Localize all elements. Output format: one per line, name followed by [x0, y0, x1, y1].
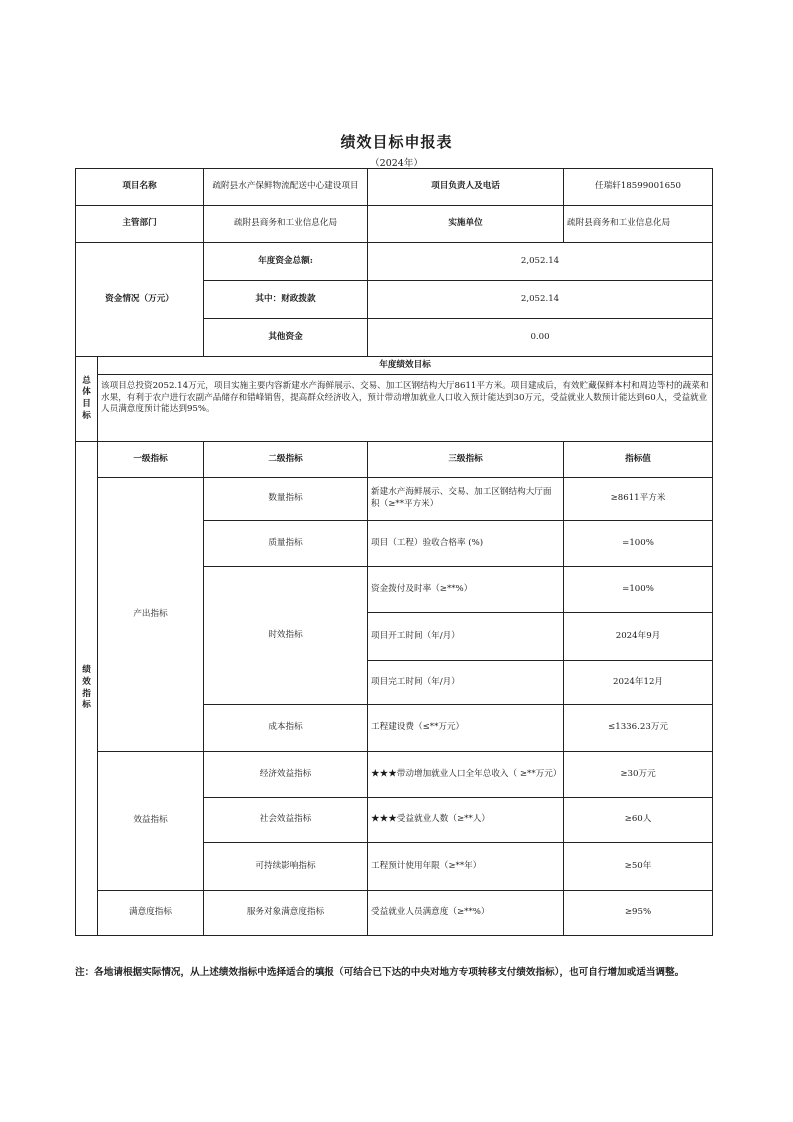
funds-other-value: 0.00 [368, 319, 713, 357]
form-year: （2024年） [370, 158, 423, 169]
satisfaction-indicator: 满意度指标 [98, 891, 204, 936]
level3-cell: 项目完工时间（年/月） [368, 661, 564, 705]
value-cell: ≥60人 [564, 798, 713, 843]
level3-cell: 工程预计使用年限（≥**年） [368, 843, 564, 891]
indicator-row [76, 478, 713, 521]
value-cell: ≥8611平方米 [564, 478, 713, 521]
project-name-row [76, 169, 713, 206]
funds-total-row [76, 243, 713, 281]
output-indicator: 产出指标 [98, 478, 204, 752]
level2-cell: 社会效益指标 [204, 798, 368, 843]
level3-cell: 受益就业人员满意度（≥**%） [368, 891, 564, 936]
level3-cell: 工程建设费（≤**万元） [368, 705, 564, 752]
funds-total-value: 2,052.14 [368, 243, 713, 281]
level2-cell: 服务对象满意度指标 [204, 891, 368, 936]
funds-finance-value: 2,052.14 [368, 281, 713, 319]
col-level1: 一级指标 [98, 442, 204, 478]
level3-cell: 项目开工时间（年/月） [368, 613, 564, 661]
goal-header: 年度绩效目标 [98, 357, 713, 375]
benefit-indicator: 效益指标 [98, 752, 204, 891]
col-level3: 三级指标 [368, 442, 564, 478]
dept-label: 主管部门 [76, 206, 204, 243]
indicator-row [76, 891, 713, 936]
footnote: 注：各地请根据实际情况，从上述绩效指标中选择适合的填报（可结合已下达的中央对地方专项转移支付绩效指标），也可自行增加或适当调整。 [75, 967, 685, 978]
indicator-row [76, 752, 713, 798]
level2-cell: 可持续影响指标 [204, 843, 368, 891]
level3-cell: ★★★带动增加就业人口全年总收入（ ≥**万元） [368, 752, 564, 798]
value-cell: =100% [564, 567, 713, 613]
performance-table [75, 168, 713, 936]
goal-text-row [76, 375, 713, 442]
level2-cell: 质量指标 [204, 521, 368, 567]
level3-cell: 项目（工程）验收合格率 (%) [368, 521, 564, 567]
goal-text: 该项目总投资2052.14万元，项目实施主要内容新建水产海鲜展示、交易、加工区钢结构大厅8611平方米。项目建成后，有效贮藏保鲜本村和周边等村的蔬菜和水果，有利于农户进行农副产品储存和错峰销售，提高群众经济收入，预计带动增加就业人口收入预计能达到30万元，受益就业人数预计能达到60人，受益就业人员满意度预计能达到95%。 [98, 375, 713, 442]
value-cell: ≥50年 [564, 843, 713, 891]
owner-value: 任瑞轩18599001650 [564, 169, 713, 206]
value-cell: =100% [564, 521, 713, 567]
level2-cell: 数量指标 [204, 478, 368, 521]
project-name-label: 项目名称 [76, 169, 204, 206]
level2-cell: 时效指标 [204, 567, 368, 705]
value-cell: 2024年12月 [564, 661, 713, 705]
funds-total-label: 年度资金总额: [204, 243, 368, 281]
dept-row [76, 206, 713, 243]
dept-value: 疏附县商务和工业信息化局 [204, 206, 368, 243]
col-level2: 二级指标 [204, 442, 368, 478]
goal-side-label: 总体目标 [76, 357, 98, 442]
level2-cell: 成本指标 [204, 705, 368, 752]
value-cell: ≥30万元 [564, 752, 713, 798]
indicator-side-label: 绩效指标 [76, 442, 98, 936]
owner-label: 项目负责人及电话 [368, 169, 564, 206]
form-title: 绩效目标申报表 [340, 133, 453, 151]
level3-cell: 新建水产海鲜展示、交易、加工区钢结构大厅面积（≥**平方米） [368, 478, 564, 521]
funds-label: 资金情况（万元） [76, 243, 204, 357]
value-cell: 2024年9月 [564, 613, 713, 661]
level3-cell: ★★★受益就业人数（≥**人） [368, 798, 564, 843]
project-name-value: 疏附县水产保鲜物流配送中心建设项目 [204, 169, 368, 206]
impl-label: 实施单位 [368, 206, 564, 243]
funds-other-label: 其他资金 [204, 319, 368, 357]
level3-cell: 资金拨付及时率（≥**%） [368, 567, 564, 613]
col-value: 指标值 [564, 442, 713, 478]
impl-value: 疏附县商务和工业信息化局 [564, 206, 713, 243]
funds-finance-label: 其中：财政拨款 [204, 281, 368, 319]
value-cell: ≤1336.23万元 [564, 705, 713, 752]
level2-cell: 经济效益指标 [204, 752, 368, 798]
indicator-header-row [76, 442, 713, 478]
value-cell: ≥95% [564, 891, 713, 936]
goal-header-row [76, 357, 713, 375]
